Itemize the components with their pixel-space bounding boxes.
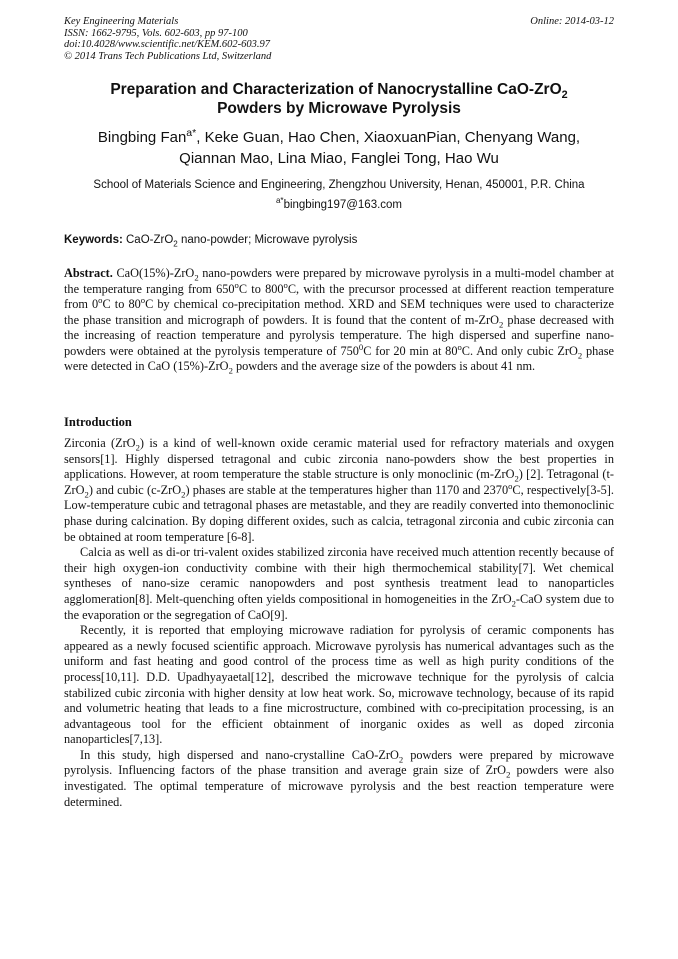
paragraph-text: ) [2]. Tetragonal (t-ZrO — [64, 467, 615, 497]
abstract-text: C for 20 min at 80 — [363, 343, 458, 358]
paragraph-text: ) is a kind of well-known oxide ceramic material used for refractory materials and oxygen sensors[1]. Highly dispersed tetragonal and cubic zirconia nano-powders show the best properties in applications. However, at room temperature the stable structure is only monoclinic (m-ZrO — [64, 436, 614, 482]
abstract-text: C to 80 — [102, 297, 141, 311]
keywords-subscript: 2 — [173, 239, 178, 249]
section-heading-introduction: Introduction — [64, 415, 132, 429]
keywords-text: CaO-ZrO — [122, 234, 174, 246]
journal-header — [64, 16, 271, 62]
title-line2: Powders by Microwave Pyrolysis — [217, 100, 461, 117]
abstract-text: C. And only cubic ZrO — [461, 343, 578, 358]
title-line1: Preparation and Characterization of Nanocrystalline CaO-ZrO — [110, 81, 562, 98]
abstract-text: CaO(15%)-ZrO — [112, 266, 195, 280]
abstract-sup: o — [140, 294, 146, 305]
paragraph-text: C, respectively[3-5]. Low-temperature cubic and tetragonal phases are metastable, and they are readily converted into themonoclinic phase during calcination. By doping different oxides, such as calcia, tetragonal zirconia and cubic zirconia can be obtained at room temperature [6-8]. — [64, 482, 614, 544]
contact-email — [64, 198, 614, 212]
abstract-sub: 2 — [498, 318, 504, 329]
abstract-text: phase decreased with the increasing of reaction temperature and pyrolysis temperature. The high dispersed and superfine nano-powders were obtained at the pyrolysis temperature of 750 — [64, 312, 614, 358]
online-date: Online: 2014-03-12 — [530, 16, 614, 27]
abstract-text: powders and the average size of the powders is about 41 nm. — [232, 359, 536, 373]
paragraph-text: Calcia as well as di-or tri-valent oxides stabilized zirconia have received much attention recently because of their high oxygen-ion conductivity combine with their high thermochemical stability[7]. Wet chemical syntheses of nano-size ceramic nanopowders and post synthesis treatment lead to nanoparticles agglomeration[8]. Melt-quenching often yields compositional in homogeneities in the ZrO — [64, 545, 614, 606]
author-mark: a* — [186, 127, 197, 139]
abstract-sub: 2 — [577, 349, 583, 360]
affiliation: School of Materials Science and Engineering, Zhengzhou University, Henan, 450001, P.R. China — [93, 179, 585, 191]
paragraph-sub: 2 — [506, 769, 511, 780]
intro-paragraph-1 — [64, 436, 614, 545]
copyright-line: © 2014 Trans Tech Publications Ltd, Switzerland — [64, 50, 272, 62]
paragraph-sub: 2 — [514, 473, 519, 484]
email-mark: a* — [275, 196, 284, 206]
email-address[interactable]: bingbing197@163.com — [283, 199, 403, 211]
abstract-text: phase were detected in CaO (15%)-ZrO — [64, 343, 614, 373]
paragraph-text: In this study, high dispersed and nano-crystalline CaO-ZrO — [80, 747, 399, 762]
introduction-body — [64, 436, 614, 810]
keywords-text-2: nano-powder; Microwave pyrolysis — [177, 234, 358, 246]
paper-title — [64, 80, 614, 118]
journal-name: Key Engineering Materials — [64, 16, 179, 27]
abstract — [64, 266, 614, 375]
paragraph-text: powders were also investigated. The optimal temperature of microwave pyrolysis and the best reaction temperature were determined. — [64, 763, 614, 809]
paragraph-text: ) and cubic (c-ZrO — [88, 482, 182, 497]
abstract-sup: o — [457, 341, 462, 352]
abstract-text: nano-powders were prepared by microwave pyrolysis in a multi-model chamber at the temperature ranging from 650 — [64, 266, 614, 296]
abstract-sub: 2 — [228, 365, 233, 376]
keywords-label: Keywords: — [64, 234, 123, 246]
abstract-sup: o — [283, 279, 288, 290]
abstract-text: C by chemical co-precipitation method. XRD and SEM techniques were used to characterize the phase transition and micrograph of powders. It is found that the content of m-ZrO — [64, 297, 614, 327]
abstract-sup: o — [98, 294, 103, 305]
intro-paragraph-3: Recently, it is reported that employing microwave radiation for pyrolysis of ceramic components has appeared as a newly focused scientific approach. Microwave pyrolysis has numerical advantages such as the uniform and fast heating and good control of the process time as well as high purity conditions of the process[10,11]. D.D. Upadhyayaetal[12], described the microwave technique for the pyrolysis of calcia stabilized cubic zirconia with higher density at low heat work. So, microwave technology, because of its rapid and volumetric heating that leads to a fine microstructure, combined with co-precipitation processing, is an advantageous tool for the efficient obtainment of inorganic oxides as well as doped zirconia nanoparticles[7,13]. — [64, 623, 614, 747]
author-list — [64, 128, 614, 169]
paragraph-text: Zirconia (ZrO — [64, 436, 136, 450]
paragraph-sub: 2 — [181, 489, 186, 500]
intro-paragraph-2 — [64, 545, 614, 623]
authors-line2: Qiannan Mao, Lina Miao, Fanglei Tong, Hao Wu — [179, 149, 499, 167]
paragraph-sub: 2 — [511, 598, 516, 609]
issn-line: ISSN: 1662-9795, Vols. 602-603, pp 97-100 — [64, 27, 248, 39]
paragraph-sub: 2 — [84, 489, 89, 500]
paragraph-sub: 2 — [398, 754, 404, 765]
paragraph-sup: o — [508, 480, 513, 491]
abstract-sub: 2 — [194, 272, 199, 283]
doi-line[interactable]: doi:10.4028/www.scientific.net/KEM.602-603.97 — [64, 39, 270, 50]
title-subscript: 2 — [561, 89, 568, 102]
first-author: Bingbing Fan — [97, 129, 187, 146]
intro-paragraph-4 — [64, 748, 614, 810]
keywords — [64, 233, 614, 247]
abstract-text: C to 800 — [238, 281, 284, 296]
abstract-sup: 0 — [358, 341, 364, 352]
paragraph-text: ) phases are stable at the temperatures higher than 1170 and 2370 — [185, 482, 509, 497]
paragraph-sub: 2 — [135, 442, 140, 453]
abstract-text: C, with the precursor processed at different reaction temperature from 0 — [64, 281, 614, 311]
paragraph-text: powders were prepared by microwave pyrolysis. Influencing factors of the phase transition and average grain size of ZrO — [64, 747, 614, 778]
abstract-label: Abstract. — [64, 266, 113, 280]
authors-line1: , Keke Guan, Hao Chen, XiaoxuanPian, Chenyang Wang, — [196, 129, 581, 146]
abstract-sup: o — [234, 279, 239, 290]
paragraph-text: -CaO system due to the evaporation or the segregation of CaO[9]. — [64, 591, 614, 622]
